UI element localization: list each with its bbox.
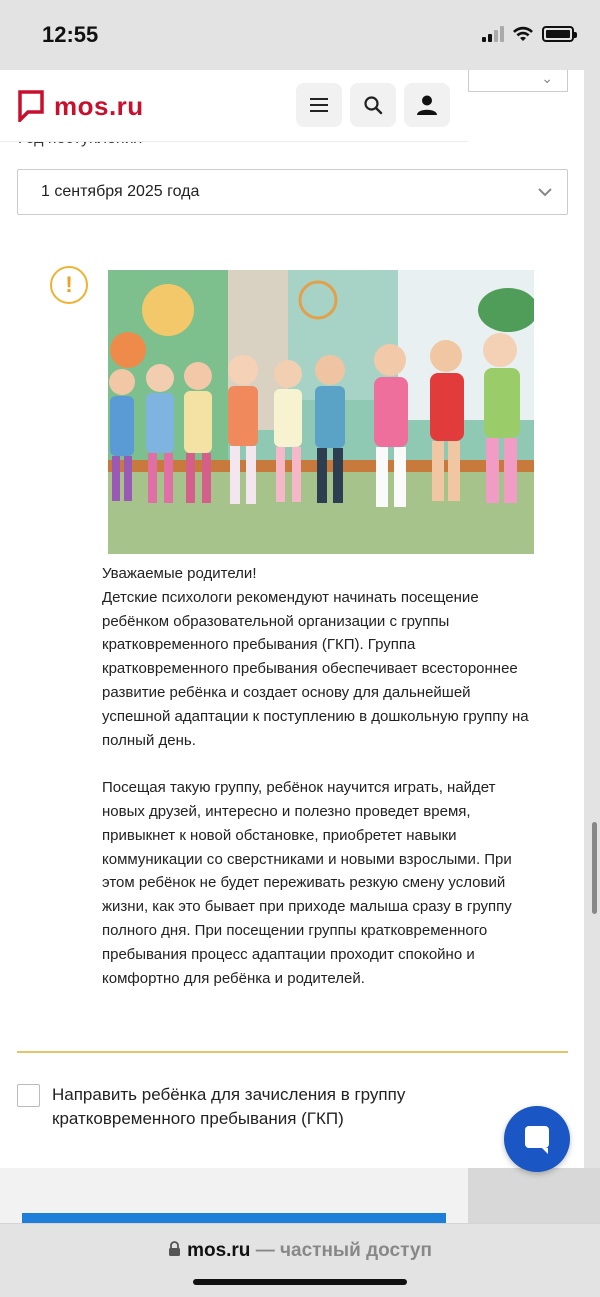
hamburger-menu-icon (309, 97, 329, 113)
menu-button[interactable] (296, 83, 342, 127)
address-domain: mos.ru (187, 1240, 251, 1261)
battery-icon (542, 26, 574, 42)
home-indicator[interactable] (193, 1279, 407, 1285)
gkp-checkbox-row[interactable] (17, 1083, 577, 1131)
lock-icon (168, 1241, 181, 1257)
address-bar[interactable] (0, 1240, 600, 1262)
previous-select-field[interactable] (468, 70, 568, 92)
kindergarten-photo (108, 270, 534, 554)
page-content (0, 70, 584, 1168)
status-icons (482, 26, 574, 42)
admission-date-select[interactable] (17, 169, 568, 215)
logo-speech-icon (18, 90, 44, 122)
admission-date-value: 1 сентября 2025 года (41, 183, 200, 200)
search-button[interactable] (350, 83, 396, 127)
profile-button[interactable] (404, 83, 450, 127)
gkp-checkbox-label[interactable]: Направить ребёнка для зачисления в группу кратковременного пребывания (ГКП) (52, 1085, 406, 1128)
wifi-icon (512, 26, 534, 42)
browser-bottom-bar (0, 1223, 600, 1297)
scrollbar-thumb[interactable] (592, 822, 597, 914)
logo-text: mos.ru (54, 90, 144, 121)
info-paragraph: Посещая такую группу, ребёнок научится играть, найдет новых друзей, интересно и полезно проведет время, привыкнет к новой обстановке, приобретет навыки коммуникации со сверстниками и новыми взрослыми. При этом ребёнок не будет переживать резкую смену условий жизни, как это бывает при приходе малыша сразу в группу полного дня. При посещении группы кратковременного пребывания процесс адаптации проходит спокойно и комфортно для ребёнка и родителей. (102, 779, 512, 987)
gkp-checkbox[interactable] (17, 1084, 40, 1107)
site-header (0, 70, 468, 142)
site-logo[interactable] (18, 90, 144, 122)
page-side-area (468, 1168, 600, 1228)
status-time: 12:55 (42, 22, 99, 47)
chat-button[interactable] (504, 1106, 570, 1172)
info-paragraph: Уважаемые родители! Детские психологи рекомендуют начинать посещение ребёнком образовательной организации с группы кратковременного пребывания (ГКП). Группа кратковременного пребывания обеспечивает всестороннее развитие ребёнка и создает основу для дальнейшей успешной адаптации к поступлению в дошкольную группу на полный день. (102, 565, 529, 749)
chevron-down-icon (537, 182, 553, 202)
user-icon (416, 94, 438, 116)
chevron-down-icon: ⌄ (541, 70, 553, 86)
private-access-label: — частный доступ (250, 1240, 432, 1261)
status-bar (0, 0, 600, 70)
section-divider (17, 1051, 568, 1053)
warning-icon: ! (50, 266, 88, 304)
search-icon (363, 95, 383, 115)
chat-bubble-icon (522, 1123, 552, 1155)
info-text (102, 562, 532, 1014)
cellular-signal-icon (482, 26, 504, 42)
